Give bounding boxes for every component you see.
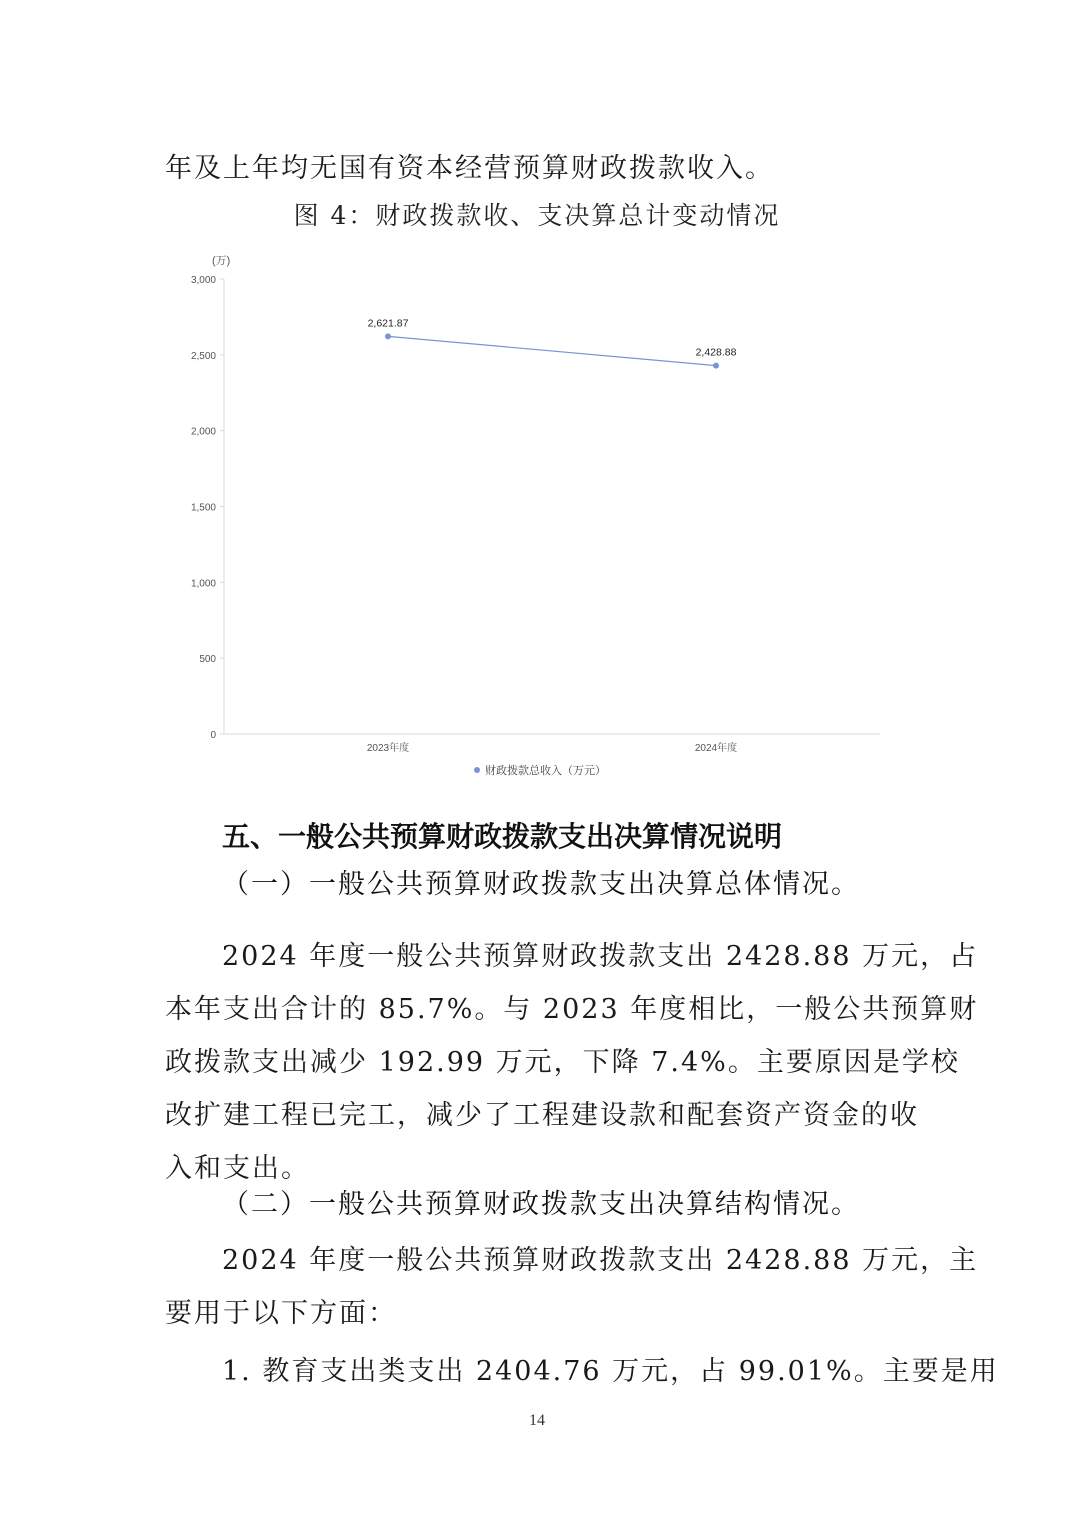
para1-line-3: 政拨款支出减少 192.99 万元，下降 7.4%。主要原因是学校 [165,1047,960,1078]
data-label: 2,428.88 [695,346,737,359]
series-group [368,317,737,368]
para2-line-1: 2024 年度一般公共预算财政拨款支出 2428.88 万元，主 [222,1245,979,1276]
chart-legend [474,763,606,777]
legend-label: 财政拨款总收入（万元） [485,765,606,777]
data-point [385,333,391,339]
y-tick-label: 1,000 [190,578,216,590]
page-number: 14 [529,1412,545,1429]
y-tick-label: 1,500 [190,502,216,514]
section-title: 五、一般公共预算财政拨款支出决算情况说明 [222,820,783,853]
legend-marker [474,767,480,773]
y-tick-label: 2,000 [190,426,216,438]
y-tick-label: 3,000 [190,275,216,286]
para1-line-1: 2024 年度一般公共预算财政拨款支出 2428.88 万元，占 [222,941,979,972]
y-unit-label: (万) [212,255,231,267]
x-tick-label: 2023年度 [366,743,410,754]
para1-line-4: 改扩建工程已完工，减少了工程建设款和配套资产资金的收 [165,1100,919,1131]
para1-line-5: 入和支出。 [165,1153,310,1184]
para2-line-2: 要用于以下方面： [165,1298,397,1329]
chart-grid [220,279,880,734]
line-chart [160,245,900,790]
y-tick-label: 2,500 [190,350,216,362]
intro-line: 年及上年均无国有资本经营预算财政拨款收入。 [165,153,774,184]
series-line [388,336,716,365]
y-tick-labels [191,275,216,741]
subsection-2-title: （二）一般公共预算财政拨款支出决算结构情况。 [222,1189,860,1220]
data-point [713,363,719,369]
x-tick-label: 2024年度 [694,743,738,754]
y-tick-label: 500 [199,654,216,666]
subsection-1-title: （一）一般公共预算财政拨款支出决算总体情况。 [222,869,860,900]
data-label: 2,621.87 [367,317,409,330]
figure-caption: 图 4：财政拨款收、支决算总计变动情况 [293,201,781,230]
x-tick-labels [367,741,737,754]
para1-line-2: 本年支出合计的 85.7%。与 2023 年度相比，一般公共预算财 [165,994,979,1025]
y-tick-label: 0 [210,730,216,741]
item1-line: 1. 教育支出类支出 2404.76 万元，占 99.01%。主要是用 [222,1356,999,1387]
